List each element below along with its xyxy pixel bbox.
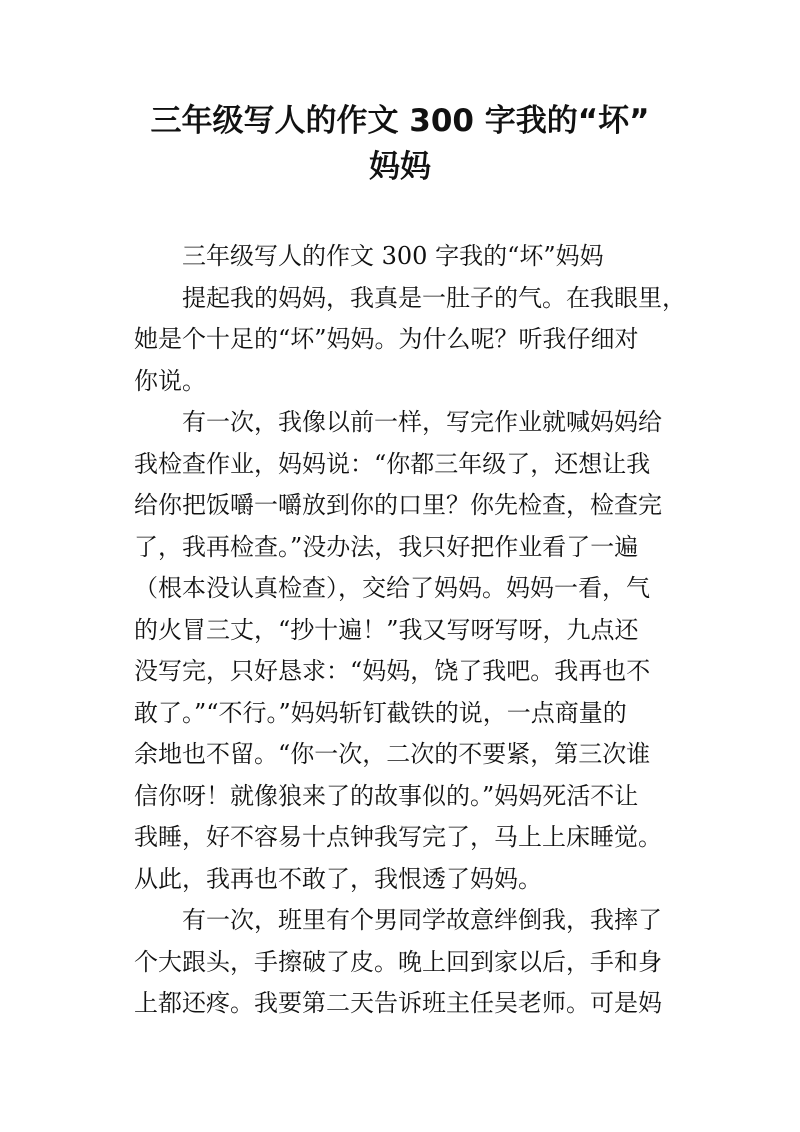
text-line: 你说。: [134, 366, 206, 395]
text-line: （根本没认真检查），交给了妈妈。妈妈一看，气: [134, 574, 650, 602]
title-line-1: 三年级写人的作文 300 字我的“坏”: [150, 103, 650, 139]
document-body: [134, 236, 686, 1025]
text-line: 信你呀！就像狼来了的故事似的。”妈妈死活不让: [134, 781, 639, 810]
text-line: 三年级写人的作文 300 字我的“坏”妈妈: [182, 242, 604, 270]
text-line: 给你把饭嚼一嚼放到你的口里？你先检查，检查完: [134, 491, 662, 519]
text-line: 上都还疼。我要第二天告诉班主任吴老师。可是妈: [134, 989, 662, 1017]
text-line: 余地也不留。“你一次，二次的不要紧，第三次谁: [134, 740, 651, 768]
text-line: 没写完，只好恳求：“妈妈，饶了我吧。我再也不: [134, 657, 651, 685]
text-line: 了，我再检查。”没办法，我只好把作业看了一遍: [134, 532, 639, 561]
text-line: 的火冒三丈，“抄十遍！”我又写呀写呀，九点还: [134, 615, 639, 644]
text-line: 敢了。”“不行。”妈妈斩钉截铁的说，一点商量的: [134, 698, 627, 727]
document-title: [100, 98, 700, 190]
text-line: 我检查作业，妈妈说：“你都三年级了，还想让我: [134, 449, 651, 478]
title-line-2: 妈妈: [369, 149, 431, 185]
text-line: 提起我的妈妈，我真是一肚子的气。在我眼里，: [182, 283, 686, 312]
text-line: 她是个十足的“坏”妈妈。为什么呢？听我仔细对: [134, 325, 639, 353]
text-line: 有一次，班里有个男同学故意绊倒我，我摔了: [182, 906, 662, 934]
text-line: 从此，我再也不敢了，我恨透了妈妈。: [134, 864, 542, 893]
text-line: 有一次，我像以前一样，写完作业就喊妈妈给: [182, 408, 662, 436]
text-line: 个大跟头，手擦破了皮。晚上回到家以后，手和身: [134, 947, 662, 976]
text-line: 我睡，好不容易十点钟我写完了，马上上床睡觉。: [134, 823, 662, 851]
